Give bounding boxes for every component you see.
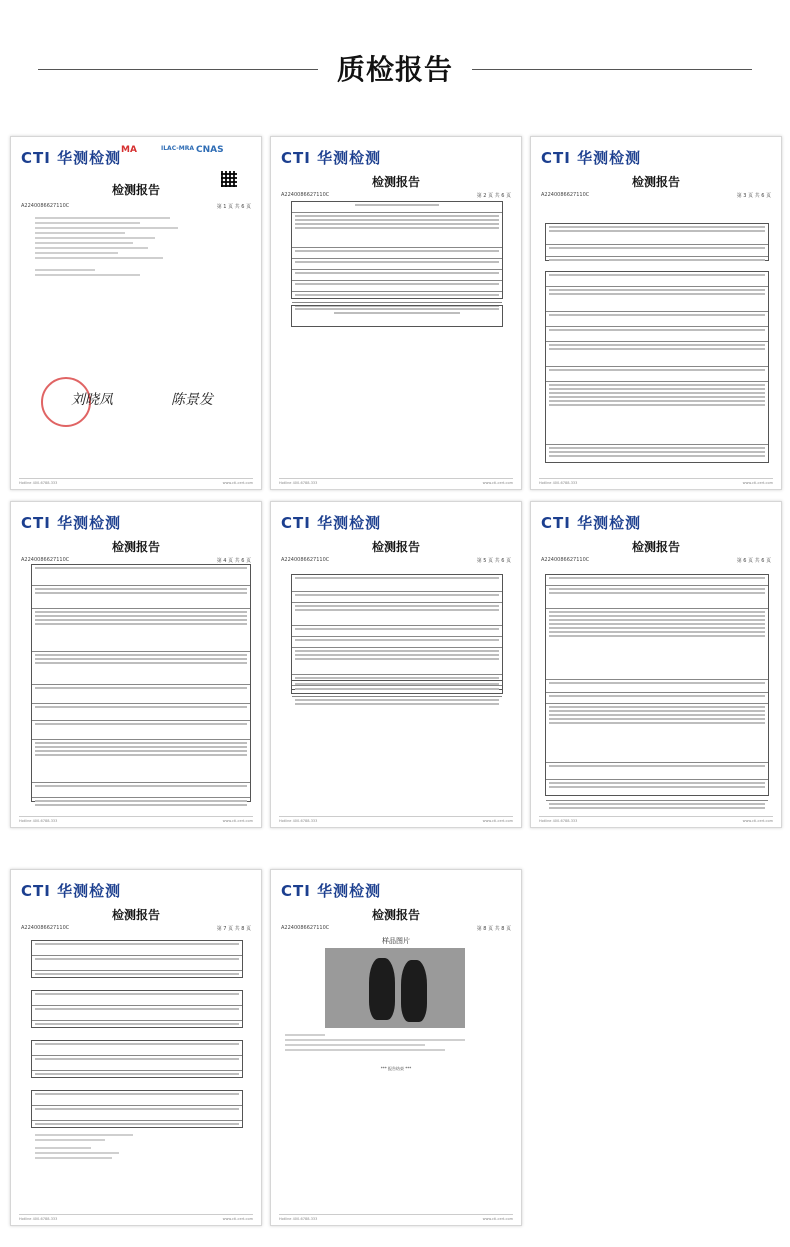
- header-divider-right: [472, 69, 752, 70]
- header-divider-left: [38, 69, 318, 70]
- cnas-cert-icon: CNAS: [196, 145, 224, 155]
- page-footer: Hotline 400-6788-333 www.cti-cert.com: [279, 1214, 513, 1221]
- page-footer: Hotline 400-6788-333 www.cti-cert.com: [19, 1214, 253, 1221]
- test-results-table: [291, 201, 503, 299]
- labelling-table: [31, 564, 251, 802]
- cti-logo-icon: CTI 华测检测: [541, 149, 642, 167]
- cma-cert-icon: MA: [121, 145, 137, 155]
- test-results-table: [545, 223, 769, 261]
- cti-logo-icon: CTI 华测检测: [541, 514, 642, 532]
- sample-photo-title: 样品图片: [382, 937, 410, 945]
- report-meta: A2240086627110C 第 5 页 共 6 页: [281, 557, 511, 564]
- appearance-quality-table: [545, 574, 769, 796]
- notes: [35, 1134, 175, 1162]
- report-meta: A2240086627110C 第 7 页 共 8 页: [21, 925, 251, 932]
- page-title: 质检报告: [336, 53, 453, 86]
- test-table-d: [31, 1090, 243, 1128]
- ilac-mra-icon: ILAC-MRA: [161, 145, 194, 152]
- report-page-5[interactable]: [270, 501, 522, 828]
- sample-notes: [285, 1034, 485, 1054]
- remarks-table: [291, 680, 503, 694]
- page-footer: Hotline 400-6788-333 www.cti-cert.com: [539, 816, 773, 823]
- test-table-b: [31, 990, 243, 1028]
- report-page-6[interactable]: [530, 501, 782, 828]
- report-meta: A2240086627110C 第 2 页 共 6 页: [281, 192, 511, 199]
- report-page-7[interactable]: [10, 869, 262, 1226]
- sample-photo: [325, 948, 465, 1028]
- remarks-table: [291, 305, 503, 327]
- report-fields: [35, 217, 185, 279]
- signature-1: 刘晓凤: [71, 392, 113, 408]
- shoe-right: [401, 960, 427, 1022]
- report-title: 检测报告: [111, 908, 160, 922]
- report-meta: A2240086627110C 第 4 页 共 6 页: [21, 557, 251, 564]
- report-page-3[interactable]: [530, 136, 782, 490]
- cti-logo-icon: CTI 华测检测: [21, 882, 122, 900]
- report-title: 检测报告: [371, 540, 420, 554]
- report-title: 检测报告: [371, 175, 420, 189]
- signature-2: 陈景发: [171, 392, 213, 408]
- appearance-table: [291, 574, 503, 690]
- page-header: [0, 44, 790, 94]
- page-footer: Hotline 400-6788-333 www.cti-cert.com: [539, 478, 773, 485]
- report-title: 检测报告: [631, 540, 680, 554]
- page-footer: Hotline 400-6788-333 www.cti-cert.com: [19, 816, 253, 823]
- test-table-c: [31, 1040, 243, 1078]
- page-footer: Hotline 400-6788-333 www.cti-cert.com: [19, 478, 253, 485]
- page-footer: Hotline 400-6788-333 www.cti-cert.com: [279, 816, 513, 823]
- report-title: 检测报告: [111, 540, 160, 554]
- cti-logo-icon: CTI 华测检测: [281, 514, 382, 532]
- page-footer: Hotline 400-6788-333 www.cti-cert.com: [279, 478, 513, 485]
- cti-logo-icon: CTI 华测检测: [21, 149, 122, 167]
- cti-logo-icon: CTI 华测检测: [281, 149, 382, 167]
- report-page-1[interactable]: [10, 136, 262, 490]
- report-page-2[interactable]: [270, 136, 522, 490]
- report-title: 检测报告: [111, 183, 160, 197]
- report-title: 检测报告: [631, 175, 680, 189]
- labelling-table: [545, 271, 769, 463]
- cti-logo-icon: CTI 华测检测: [281, 882, 382, 900]
- report-meta: A2240086627110C 第 6 页 共 6 页: [541, 557, 771, 564]
- report-page-4[interactable]: [10, 501, 262, 828]
- test-table-a: [31, 940, 243, 978]
- report-meta: A2240086627110C 第 1 页 共 6 页: [21, 203, 251, 210]
- cti-logo-icon: CTI 华测检测: [21, 514, 122, 532]
- report-meta: A2240086627110C 第 8 页 共 8 页: [281, 925, 511, 932]
- report-meta: A2240086627110C 第 3 页 共 6 页: [541, 192, 771, 199]
- report-page-8[interactable]: [270, 869, 522, 1226]
- report-end: *** 报告结束 ***: [380, 1066, 412, 1071]
- report-title: 检测报告: [371, 908, 420, 922]
- shoe-left: [369, 958, 395, 1020]
